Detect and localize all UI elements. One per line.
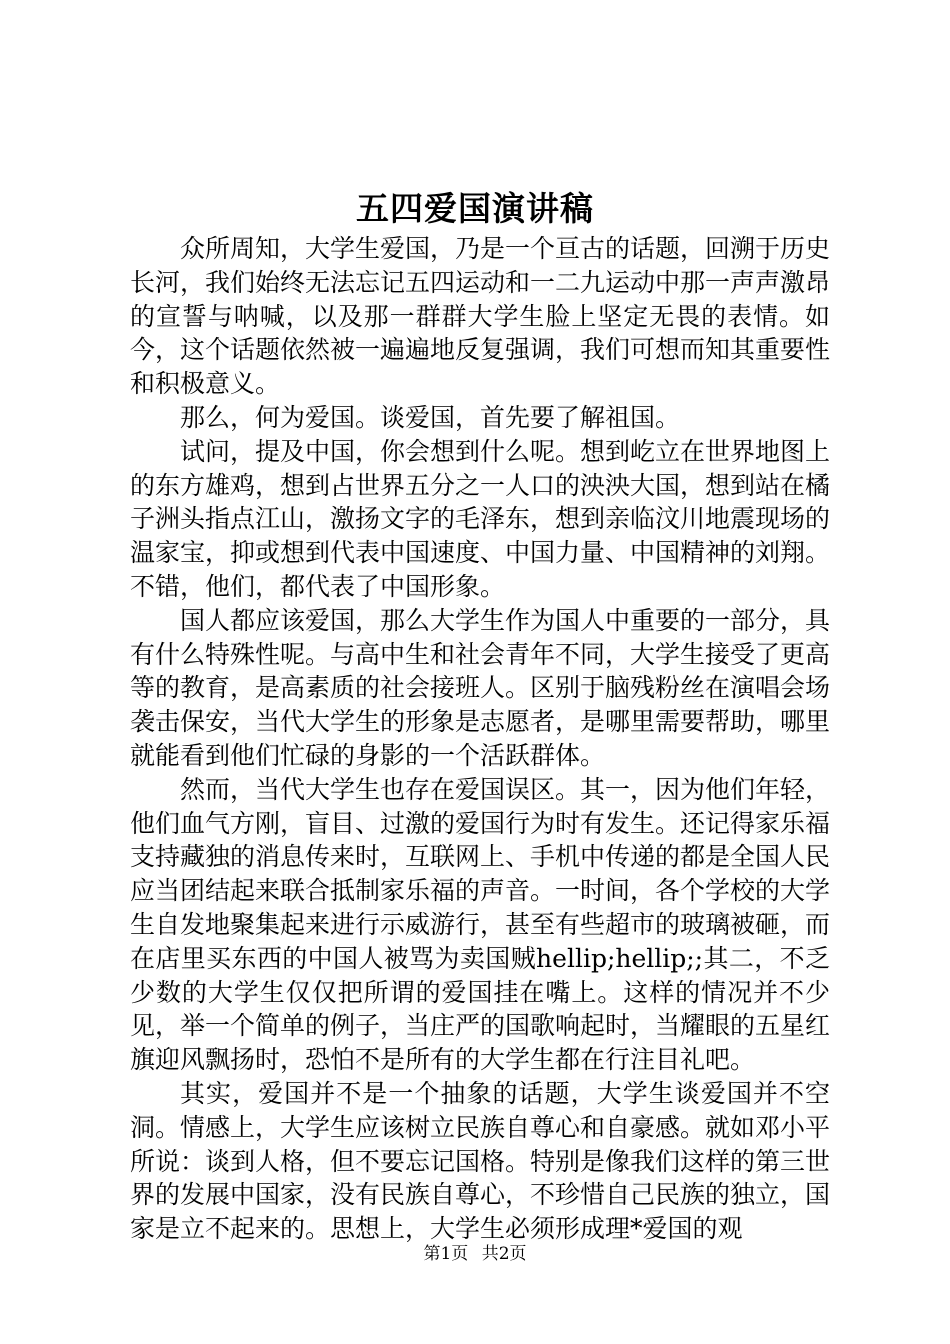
- paragraph: 试问，提及中国，你会想到什么呢。想到屹立在世界地图上的东方雄鸡，想到占世界五分之一人口的泱泱大国，想到站在橘子洲头指点江山，激扬文字的毛泽东，想到亲临汶川地震现场的温家宝，抑或想到代表中国速度、中国力量、中国精神的刘翔。不错，他们，都代表了中国形象。: [130, 436, 831, 601]
- paragraph: 众所周知，大学生爱国，乃是一个亘古的话题，回溯于历史长河，我们始终无法忘记五四运动和一二九运动中那一声声激昂的宣誓与呐喊，以及那一群群大学生脸上坚定无畏的表情。如今，这个话题依然被一遍遍地反复强调，我们可想而知其重要性和积极意义。: [130, 234, 831, 399]
- paragraph: 然而，当代大学生也存在爱国误区。其一，因为他们年轻，他们血气方刚，盲目、过激的爱国行为时有发生。还记得家乐福支持藏独的消息传来时，互联网上、手机中传递的都是全国人民应当团结起来联合抵制家乐福的声音。一时间，各个学校的大学生自发地聚集起来进行示威游行，甚至有些超市的玻璃被砸，而在店里买东西的中国人被骂为卖国贼hellip;hellip;;其二，不乏少数的大学生仅仅把所谓的爱国挂在嘴上。这样的情况并不少见，举一个简单的例子，当庄严的国歌响起时，当耀眼的五星红旗迎风飘扬时，恐怕不是所有的大学生都在行注目礼吧。: [130, 774, 831, 1075]
- page-total: 共2页: [481, 1244, 527, 1264]
- page-footer: [0, 1242, 950, 1266]
- paragraph: 那么，何为爱国。谈爱国，首先要了解祖国。: [180, 402, 681, 432]
- paragraph: 国人都应该爱国，那么大学生作为国人中重要的一部分，具有什么特殊性呢。与高中生和社会青年不同，大学生接受了更高等的教育，是高素质的社会接班人。区别于脑残粉丝在演唱会场袭击保安，当代大学生的形象是志愿者，是哪里需要帮助，哪里就能看到他们忙碌的身影的一个活跃群体。: [130, 605, 831, 770]
- document-title: 五四爱国演讲稿: [356, 189, 594, 228]
- page-number: 第1页: [423, 1244, 469, 1264]
- document-body: [130, 232, 830, 1246]
- paragraph: 其实，爱国并不是一个抽象的话题，大学生谈爱国并不空洞。情感上，大学生应该树立民族自尊心和自豪感。就如邓小平所说：谈到人格，但不要忘记国格。特别是像我们这样的第三世界的发展中国家，没有民族自尊心，不珍惜自己民族的独立，国家是立不起来的。思想上，大学生必须形成理*爱国的观: [130, 1078, 831, 1244]
